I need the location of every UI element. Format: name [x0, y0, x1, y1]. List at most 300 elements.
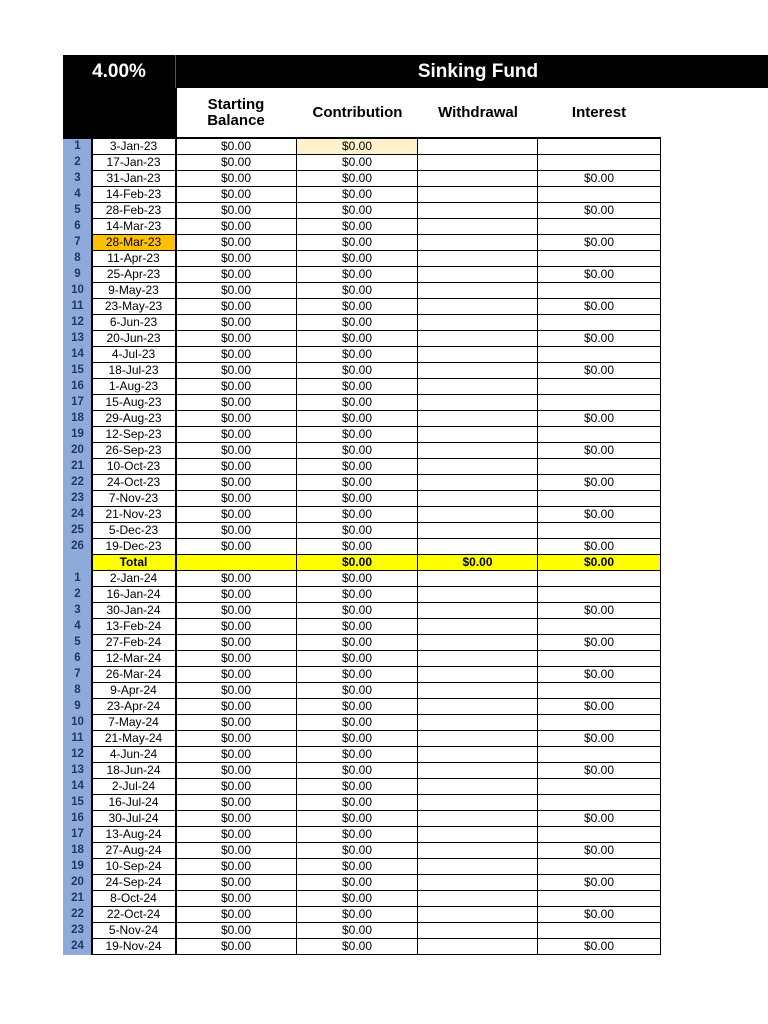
date-cell[interactable]: 9-May-23 [92, 283, 176, 299]
starting-balance-cell[interactable]: $0.00 [176, 171, 297, 187]
contribution-cell[interactable]: $0.00 [297, 827, 418, 843]
row-number: 4 [63, 187, 92, 203]
withdrawal-cell[interactable] [418, 331, 538, 347]
withdrawal-cell[interactable] [418, 635, 538, 651]
contribution-cell[interactable]: $0.00 [297, 859, 418, 875]
interest-cell[interactable] [538, 251, 661, 267]
starting-balance-cell[interactable]: $0.00 [176, 523, 297, 539]
interest-cell[interactable] [538, 891, 661, 907]
withdrawal-cell[interactable] [418, 571, 538, 587]
interest-cell[interactable]: $0.00 [538, 907, 661, 923]
interest-cell[interactable] [538, 827, 661, 843]
row-number: 14 [63, 347, 92, 363]
starting-balance-cell[interactable]: $0.00 [176, 939, 297, 955]
row-number: 7 [63, 667, 92, 683]
date-cell[interactable]: 7-May-24 [92, 715, 176, 731]
contribution-cell[interactable]: $0.00 [297, 331, 418, 347]
interest-cell[interactable] [538, 187, 661, 203]
contribution-cell[interactable]: $0.00 [297, 491, 418, 507]
interest-cell[interactable] [538, 347, 661, 363]
contribution-cell[interactable]: $0.00 [297, 283, 418, 299]
contribution-cell[interactable]: $0.00 [297, 603, 418, 619]
interest-cell[interactable]: $0.00 [538, 475, 661, 491]
interest-cell[interactable]: $0.00 [538, 411, 661, 427]
date-cell[interactable]: 26-Sep-23 [92, 443, 176, 459]
date-cell[interactable]: 14-Feb-23 [92, 187, 176, 203]
date-cell[interactable]: 12-Mar-24 [92, 651, 176, 667]
contribution-cell[interactable]: $0.00 [297, 699, 418, 715]
withdrawal-cell[interactable] [418, 811, 538, 827]
row-number: 24 [63, 507, 92, 523]
date-cell[interactable]: 16-Jan-24 [92, 587, 176, 603]
date-cell[interactable]: 30-Jan-24 [92, 603, 176, 619]
row-number: 3 [63, 171, 92, 187]
withdrawal-cell[interactable] [418, 795, 538, 811]
contribution-cell[interactable]: $0.00 [297, 923, 418, 939]
contribution-cell[interactable]: $0.00 [297, 891, 418, 907]
row-number: 22 [63, 907, 92, 923]
interest-cell[interactable] [538, 523, 661, 539]
withdrawal-cell[interactable] [418, 235, 538, 251]
contribution-cell[interactable]: $0.00 [297, 779, 418, 795]
withdrawal-cell[interactable] [418, 859, 538, 875]
interest-cell[interactable]: $0.00 [538, 363, 661, 379]
date-cell[interactable]: 12-Sep-23 [92, 427, 176, 443]
interest-cell[interactable]: $0.00 [538, 667, 661, 683]
starting-balance-cell[interactable]: $0.00 [176, 683, 297, 699]
interest-cell[interactable] [538, 219, 661, 235]
starting-balance-cell[interactable]: $0.00 [176, 315, 297, 331]
row-number: 6 [63, 651, 92, 667]
interest-cell[interactable]: $0.00 [538, 267, 661, 283]
contribution-cell[interactable]: $0.00 [297, 763, 418, 779]
row-number: 1 [63, 139, 92, 155]
starting-balance-cell[interactable]: $0.00 [176, 811, 297, 827]
contribution-cell[interactable]: $0.00 [297, 715, 418, 731]
interest-cell[interactable]: $0.00 [538, 203, 661, 219]
date-cell[interactable]: 31-Jan-23 [92, 171, 176, 187]
date-cell[interactable]: 16-Jul-24 [92, 795, 176, 811]
row-number: 15 [63, 795, 92, 811]
date-cell[interactable]: 30-Jul-24 [92, 811, 176, 827]
date-cell[interactable]: 6-Jun-23 [92, 315, 176, 331]
withdrawal-cell[interactable] [418, 619, 538, 635]
starting-balance-cell[interactable]: $0.00 [176, 539, 297, 555]
withdrawal-cell[interactable] [418, 203, 538, 219]
interest-cell[interactable]: $0.00 [538, 171, 661, 187]
contribution-cell[interactable]: $0.00 [297, 667, 418, 683]
date-cell[interactable]: 1-Aug-23 [92, 379, 176, 395]
starting-balance-cell[interactable]: $0.00 [176, 299, 297, 315]
date-cell[interactable]: 7-Nov-23 [92, 491, 176, 507]
date-cell[interactable]: 10-Oct-23 [92, 459, 176, 475]
row-number: 19 [63, 859, 92, 875]
starting-balance-cell[interactable]: $0.00 [176, 347, 297, 363]
interest-cell[interactable] [538, 747, 661, 763]
contribution-cell[interactable]: $0.00 [297, 347, 418, 363]
withdrawal-cell[interactable] [418, 315, 538, 331]
interest-cell[interactable] [538, 923, 661, 939]
contribution-cell[interactable]: $0.00 [297, 267, 418, 283]
withdrawal-cell[interactable] [418, 443, 538, 459]
total-withdrawal[interactable]: $0.00 [418, 555, 538, 571]
date-cell[interactable]: 22-Oct-24 [92, 907, 176, 923]
contribution-cell[interactable]: $0.00 [297, 395, 418, 411]
date-cell[interactable]: 18-Jun-24 [92, 763, 176, 779]
withdrawal-cell[interactable] [418, 411, 538, 427]
contribution-cell[interactable]: $0.00 [297, 907, 418, 923]
starting-balance-cell[interactable]: $0.00 [176, 235, 297, 251]
date-cell[interactable]: 3-Jan-23 [92, 139, 176, 155]
row-number: 17 [63, 827, 92, 843]
date-cell[interactable]: 20-Jun-23 [92, 331, 176, 347]
date-cell[interactable]: 5-Dec-23 [92, 523, 176, 539]
withdrawal-cell[interactable] [418, 427, 538, 443]
date-cell[interactable]: 24-Sep-24 [92, 875, 176, 891]
interest-cell[interactable] [538, 795, 661, 811]
row-number: 16 [63, 811, 92, 827]
starting-balance-cell[interactable]: $0.00 [176, 155, 297, 171]
date-cell[interactable]: 2-Jul-24 [92, 779, 176, 795]
date-cell[interactable]: 4-Jun-24 [92, 747, 176, 763]
withdrawal-cell[interactable] [418, 507, 538, 523]
interest-cell[interactable] [538, 683, 661, 699]
interest-cell[interactable] [538, 139, 661, 155]
interest-cell[interactable] [538, 859, 661, 875]
withdrawal-cell[interactable] [418, 171, 538, 187]
interest-cell[interactable] [538, 587, 661, 603]
withdrawal-cell[interactable] [418, 475, 538, 491]
date-cell[interactable]: 21-May-24 [92, 731, 176, 747]
date-cell[interactable]: 21-Nov-23 [92, 507, 176, 523]
row-number: 25 [63, 523, 92, 539]
date-cell[interactable]: 2-Jan-24 [92, 571, 176, 587]
interest-cell[interactable]: $0.00 [538, 443, 661, 459]
starting-balance-cell[interactable]: $0.00 [176, 795, 297, 811]
row-number: 12 [63, 747, 92, 763]
withdrawal-cell[interactable] [418, 459, 538, 475]
contribution-cell[interactable]: $0.00 [297, 635, 418, 651]
contribution-cell[interactable]: $0.00 [297, 571, 418, 587]
row-number: 11 [63, 299, 92, 315]
contribution-cell[interactable]: $0.00 [297, 811, 418, 827]
contribution-cell[interactable]: $0.00 [297, 459, 418, 475]
interest-cell[interactable]: $0.00 [538, 699, 661, 715]
starting-balance-cell[interactable]: $0.00 [176, 587, 297, 603]
header-corner-block [63, 88, 175, 139]
interest-rate-cell[interactable]: 4.00% [92, 61, 146, 82]
withdrawal-cell[interactable] [418, 251, 538, 267]
contribution-cell[interactable]: $0.00 [297, 523, 418, 539]
withdrawal-cell[interactable] [418, 219, 538, 235]
row-number: 12 [63, 315, 92, 331]
starting-balance-cell[interactable]: $0.00 [176, 843, 297, 859]
contribution-cell[interactable]: $0.00 [297, 843, 418, 859]
starting-balance-cell[interactable]: $0.00 [176, 923, 297, 939]
contribution-cell[interactable]: $0.00 [297, 747, 418, 763]
sheet-title: Sinking Fund [417, 61, 539, 82]
starting-balance-cell[interactable]: $0.00 [176, 731, 297, 747]
row-number: 11 [63, 731, 92, 747]
starting-balance-cell[interactable]: $0.00 [176, 603, 297, 619]
starting-balance-cell[interactable]: $0.00 [176, 635, 297, 651]
contribution-cell[interactable]: $0.00 [297, 299, 418, 315]
withdrawal-cell[interactable] [418, 715, 538, 731]
starting-balance-cell[interactable]: $0.00 [176, 443, 297, 459]
interest-cell[interactable] [538, 395, 661, 411]
total-label[interactable]: Total [92, 555, 176, 571]
withdrawal-cell[interactable] [418, 267, 538, 283]
contribution-cell[interactable]: $0.00 [297, 795, 418, 811]
row-number: 10 [63, 715, 92, 731]
date-cell[interactable]: 19-Dec-23 [92, 539, 176, 555]
total-contribution[interactable]: $0.00 [297, 555, 418, 571]
withdrawal-cell[interactable] [418, 779, 538, 795]
withdrawal-cell[interactable] [418, 155, 538, 171]
date-cell[interactable]: 19-Nov-24 [92, 939, 176, 955]
contribution-cell[interactable]: $0.00 [297, 315, 418, 331]
column-header-withdrawal: Withdrawal [438, 104, 518, 121]
interest-cell[interactable] [538, 155, 661, 171]
date-cell[interactable]: 28-Feb-23 [92, 203, 176, 219]
withdrawal-cell[interactable] [418, 763, 538, 779]
date-cell[interactable]: 27-Aug-24 [92, 843, 176, 859]
interest-cell[interactable] [538, 779, 661, 795]
starting-balance-cell[interactable]: $0.00 [176, 203, 297, 219]
starting-balance-cell[interactable]: $0.00 [176, 459, 297, 475]
starting-balance-cell[interactable]: $0.00 [176, 363, 297, 379]
withdrawal-cell[interactable] [418, 651, 538, 667]
interest-cell[interactable] [538, 427, 661, 443]
withdrawal-cell[interactable] [418, 395, 538, 411]
withdrawal-cell[interactable] [418, 491, 538, 507]
withdrawal-cell[interactable] [418, 843, 538, 859]
withdrawal-cell[interactable] [418, 923, 538, 939]
withdrawal-cell[interactable] [418, 379, 538, 395]
row-number: 18 [63, 411, 92, 427]
starting-balance-cell[interactable]: $0.00 [176, 475, 297, 491]
withdrawal-cell[interactable] [418, 363, 538, 379]
contribution-cell[interactable]: $0.00 [297, 139, 418, 155]
interest-cell[interactable]: $0.00 [538, 875, 661, 891]
starting-balance-cell[interactable]: $0.00 [176, 331, 297, 347]
row-number: 24 [63, 939, 92, 955]
starting-balance-cell[interactable]: $0.00 [176, 411, 297, 427]
row-number: 8 [63, 683, 92, 699]
contribution-cell[interactable]: $0.00 [297, 411, 418, 427]
date-cell[interactable]: 26-Mar-24 [92, 667, 176, 683]
date-cell[interactable]: 29-Aug-23 [92, 411, 176, 427]
row-number: 23 [63, 923, 92, 939]
contribution-cell[interactable]: $0.00 [297, 219, 418, 235]
contribution-cell[interactable]: $0.00 [297, 587, 418, 603]
withdrawal-cell[interactable] [418, 667, 538, 683]
starting-balance-cell[interactable]: $0.00 [176, 283, 297, 299]
withdrawal-cell[interactable] [418, 299, 538, 315]
row-number: 9 [63, 699, 92, 715]
starting-balance-cell[interactable]: $0.00 [176, 747, 297, 763]
starting-balance-cell[interactable]: $0.00 [176, 395, 297, 411]
starting-balance-cell[interactable]: $0.00 [176, 667, 297, 683]
date-cell[interactable]: 14-Mar-23 [92, 219, 176, 235]
row-number: 21 [63, 891, 92, 907]
withdrawal-cell[interactable] [418, 907, 538, 923]
interest-cell[interactable] [538, 715, 661, 731]
interest-cell[interactable]: $0.00 [538, 635, 661, 651]
interest-cell[interactable] [538, 315, 661, 331]
contribution-cell[interactable]: $0.00 [297, 731, 418, 747]
starting-balance-cell[interactable]: $0.00 [176, 251, 297, 267]
starting-balance-cell[interactable]: $0.00 [176, 875, 297, 891]
total-interest[interactable]: $0.00 [538, 555, 661, 571]
contribution-cell[interactable]: $0.00 [297, 251, 418, 267]
contribution-cell[interactable]: $0.00 [297, 939, 418, 955]
withdrawal-cell[interactable] [418, 827, 538, 843]
contribution-cell[interactable]: $0.00 [297, 875, 418, 891]
date-cell[interactable]: 8-Oct-24 [92, 891, 176, 907]
interest-cell[interactable] [538, 651, 661, 667]
date-cell[interactable]: 13-Aug-24 [92, 827, 176, 843]
starting-balance-cell[interactable]: $0.00 [176, 219, 297, 235]
interest-cell[interactable]: $0.00 [538, 603, 661, 619]
withdrawal-cell[interactable] [418, 699, 538, 715]
contribution-cell[interactable]: $0.00 [297, 651, 418, 667]
withdrawal-cell[interactable] [418, 939, 538, 955]
interest-cell[interactable] [538, 619, 661, 635]
withdrawal-cell[interactable] [418, 347, 538, 363]
starting-balance-cell[interactable]: $0.00 [176, 779, 297, 795]
column-header-starting-balance: Starting Balance [207, 96, 265, 129]
withdrawal-cell[interactable] [418, 139, 538, 155]
starting-balance-cell[interactable]: $0.00 [176, 891, 297, 907]
starting-balance-cell[interactable]: $0.00 [176, 763, 297, 779]
row-number: 5 [63, 203, 92, 219]
withdrawal-cell[interactable] [418, 539, 538, 555]
interest-cell[interactable]: $0.00 [538, 811, 661, 827]
row-number: 18 [63, 843, 92, 859]
starting-balance-cell[interactable]: $0.00 [176, 907, 297, 923]
contribution-cell[interactable]: $0.00 [297, 507, 418, 523]
body-top-border [92, 138, 661, 139]
contribution-cell[interactable]: $0.00 [297, 171, 418, 187]
contribution-cell[interactable]: $0.00 [297, 683, 418, 699]
date-cell[interactable]: 27-Feb-24 [92, 635, 176, 651]
row-number: 16 [63, 379, 92, 395]
contribution-cell[interactable]: $0.00 [297, 235, 418, 251]
interest-cell[interactable]: $0.00 [538, 331, 661, 347]
contribution-cell[interactable]: $0.00 [297, 443, 418, 459]
withdrawal-cell[interactable] [418, 731, 538, 747]
row-number: 8 [63, 251, 92, 267]
withdrawal-cell[interactable] [418, 283, 538, 299]
contribution-cell[interactable]: $0.00 [297, 187, 418, 203]
contribution-cell[interactable]: $0.00 [297, 427, 418, 443]
date-cell[interactable]: 15-Aug-23 [92, 395, 176, 411]
interest-cell[interactable]: $0.00 [538, 731, 661, 747]
withdrawal-cell[interactable] [418, 523, 538, 539]
date-cell[interactable]: 13-Feb-24 [92, 619, 176, 635]
starting-balance-cell[interactable]: $0.00 [176, 715, 297, 731]
contribution-cell[interactable]: $0.00 [297, 619, 418, 635]
interest-cell[interactable]: $0.00 [538, 939, 661, 955]
row-number: 13 [63, 331, 92, 347]
contribution-cell[interactable]: $0.00 [297, 475, 418, 491]
starting-balance-cell[interactable]: $0.00 [176, 139, 297, 155]
withdrawal-cell[interactable] [418, 187, 538, 203]
row-number: 17 [63, 395, 92, 411]
starting-balance-cell[interactable]: $0.00 [176, 507, 297, 523]
withdrawal-cell[interactable] [418, 587, 538, 603]
withdrawal-cell[interactable] [418, 603, 538, 619]
interest-cell[interactable] [538, 459, 661, 475]
starting-balance-cell[interactable]: $0.00 [176, 571, 297, 587]
interest-cell[interactable] [538, 283, 661, 299]
starting-balance-cell[interactable]: $0.00 [176, 859, 297, 875]
withdrawal-cell[interactable] [418, 747, 538, 763]
row-number: 3 [63, 603, 92, 619]
withdrawal-cell[interactable] [418, 891, 538, 907]
date-cell[interactable]: 5-Nov-24 [92, 923, 176, 939]
starting-balance-cell[interactable]: $0.00 [176, 379, 297, 395]
date-cell[interactable]: 4-Jul-23 [92, 347, 176, 363]
withdrawal-cell[interactable] [418, 875, 538, 891]
contribution-cell[interactable]: $0.00 [297, 363, 418, 379]
interest-cell[interactable]: $0.00 [538, 843, 661, 859]
starting-balance-cell[interactable]: $0.00 [176, 427, 297, 443]
row-number: 2 [63, 155, 92, 171]
starting-balance-cell[interactable]: $0.00 [176, 651, 297, 667]
column-header-contribution: Contribution [312, 104, 403, 121]
date-cell[interactable]: 24-Oct-23 [92, 475, 176, 491]
date-cell[interactable]: 11-Apr-23 [92, 251, 176, 267]
withdrawal-cell[interactable] [418, 683, 538, 699]
contribution-cell[interactable]: $0.00 [297, 155, 418, 171]
starting-balance-cell[interactable]: $0.00 [176, 619, 297, 635]
interest-cell[interactable]: $0.00 [538, 763, 661, 779]
date-cell[interactable]: 23-Apr-24 [92, 699, 176, 715]
starting-balance-cell[interactable]: $0.00 [176, 187, 297, 203]
interest-cell[interactable] [538, 571, 661, 587]
contribution-cell[interactable]: $0.00 [297, 379, 418, 395]
contribution-cell[interactable]: $0.00 [297, 203, 418, 219]
date-cell[interactable]: 28-Mar-23 [92, 235, 176, 251]
interest-cell[interactable]: $0.00 [538, 539, 661, 555]
row-number: 14 [63, 779, 92, 795]
date-cell[interactable]: 23-May-23 [92, 299, 176, 315]
row-number: 2 [63, 587, 92, 603]
interest-cell[interactable] [538, 379, 661, 395]
total-starting-balance[interactable] [176, 555, 297, 571]
starting-balance-cell[interactable]: $0.00 [176, 827, 297, 843]
date-cell[interactable]: 25-Apr-23 [92, 267, 176, 283]
row-number: 7 [63, 235, 92, 251]
date-cell[interactable]: 18-Jul-23 [92, 363, 176, 379]
interest-cell[interactable]: $0.00 [538, 507, 661, 523]
interest-cell[interactable]: $0.00 [538, 299, 661, 315]
row-number: 20 [63, 875, 92, 891]
interest-cell[interactable]: $0.00 [538, 235, 661, 251]
contribution-cell[interactable]: $0.00 [297, 539, 418, 555]
date-cell[interactable]: 17-Jan-23 [92, 155, 176, 171]
date-cell[interactable]: 9-Apr-24 [92, 683, 176, 699]
starting-balance-cell[interactable]: $0.00 [176, 491, 297, 507]
date-cell[interactable]: 10-Sep-24 [92, 859, 176, 875]
starting-balance-cell[interactable]: $0.00 [176, 699, 297, 715]
row-number: 22 [63, 475, 92, 491]
interest-cell[interactable] [538, 491, 661, 507]
row-number: 13 [63, 763, 92, 779]
starting-balance-cell[interactable]: $0.00 [176, 267, 297, 283]
